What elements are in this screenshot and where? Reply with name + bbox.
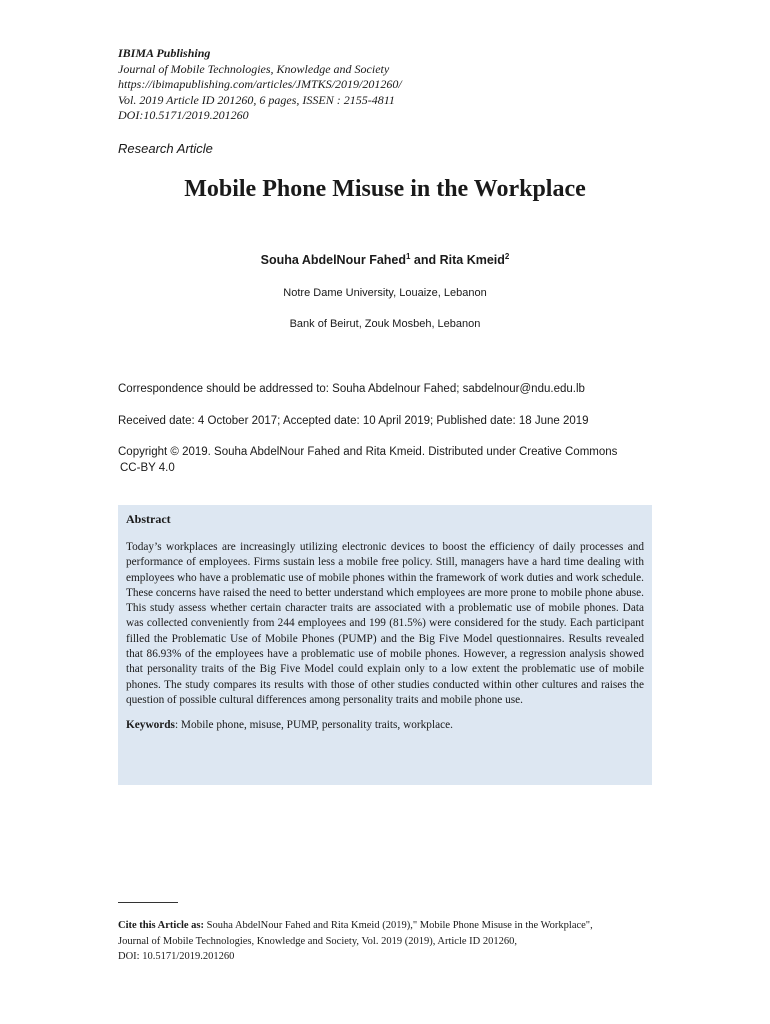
abstract-heading: Abstract <box>126 512 171 526</box>
keywords-line <box>126 719 644 731</box>
copyright-text: Copyright © 2019. Souha AbdelNour Fahed and Rita Kmeid. Distributed under Creative Commons <box>118 446 618 458</box>
keywords-label: Keywords <box>126 719 175 732</box>
correspondence-line: Correspondence should be addressed to: Souha Abdelnour Fahed; sabdelnour@ndu.edu.lb <box>118 383 585 395</box>
article-url[interactable]: https://ibimapublishing.com/articles/JMTKS/2019/201260/ <box>118 77 402 91</box>
citation-block <box>118 918 678 965</box>
author-1: Souha AbdelNour Fahed <box>260 253 406 268</box>
author-line <box>0 252 770 267</box>
citation-label: Cite this Article as: <box>118 920 205 931</box>
article-type: Research Article <box>118 141 213 156</box>
citation-line-2: Journal of Mobile Technologies, Knowledge and Society, Vol. 2019 (2019), Article ID 201260, <box>118 935 517 947</box>
author-2: Rita Kmeid <box>439 253 505 268</box>
journal-header <box>118 46 678 124</box>
dates-line: Received date: 4 October 2017; Accepted date: 10 April 2019; Published date: 18 June 2019 <box>118 415 589 427</box>
author-joiner: and <box>410 253 440 268</box>
citation-line-1: Souha AbdelNour Fahed and Rita Kmeid (2019)," Mobile Phone Misuse in the Workplace", <box>204 920 593 931</box>
abstract-body: Today’s workplaces are increasingly utilizing electronic devices to boost the efficiency of daily processes and performance of employees. Firms sustain less a mobile free policy. Still, managers have a hard time dealing with employees who have a problematic use of mobile phones within the framework of work duties and work schedule. These concerns have raised the need to better understand which employees are more prone to mobile phone abuse. This study assess whether certain character traits are associated with a problematic use of mobile phones. Data was collected conveniently from 244 employees and 199 (81.5%) were considered for the study. Each participant filled the Problematic Use of Mobile Phones (PUMP) and the Big Five Model questionnaires. Results revealed that 86.93% of the employees have a problematic use of mobile phones. However, a regression analysis showed that personality traits of the Big Five Model could explain only to a low extent the problematic use of mobile phones. The study compares its results with those of other studies conducted within other cultures and raises the question of possible cultural differences among personality traits and mobile phone use. <box>126 541 644 706</box>
affiliation-1: Notre Dame University, Louaize, Lebanon <box>283 287 487 299</box>
abstract-box <box>118 505 652 785</box>
keywords-list: : Mobile phone, misuse, PUMP, personality traits, workplace. <box>174 719 453 732</box>
author-1-affiliation-mark: 1 <box>406 252 411 261</box>
journal-name: Journal of Mobile Technologies, Knowledge and Society <box>118 61 390 76</box>
author-2-affiliation-mark: 2 <box>504 252 510 261</box>
publisher-name: IBIMA Publishing <box>118 46 211 60</box>
license-text: CC-BY 4.0 <box>120 462 175 474</box>
copyright-block <box>118 444 658 476</box>
paper-title: Mobile Phone Misuse in the Workplace <box>184 176 586 202</box>
citation-line-3: DOI: 10.5171/2019.201260 <box>118 951 235 962</box>
header-doi: DOI:10.5171/2019.201260 <box>118 108 249 122</box>
affiliation-2: Bank of Beirut, Zouk Mosbeh, Lebanon <box>289 318 481 330</box>
volume-info: Vol. 2019 Article ID 201260, 6 pages, ISSEN : 2155-4811 <box>118 92 395 107</box>
footnote-divider <box>118 902 178 903</box>
